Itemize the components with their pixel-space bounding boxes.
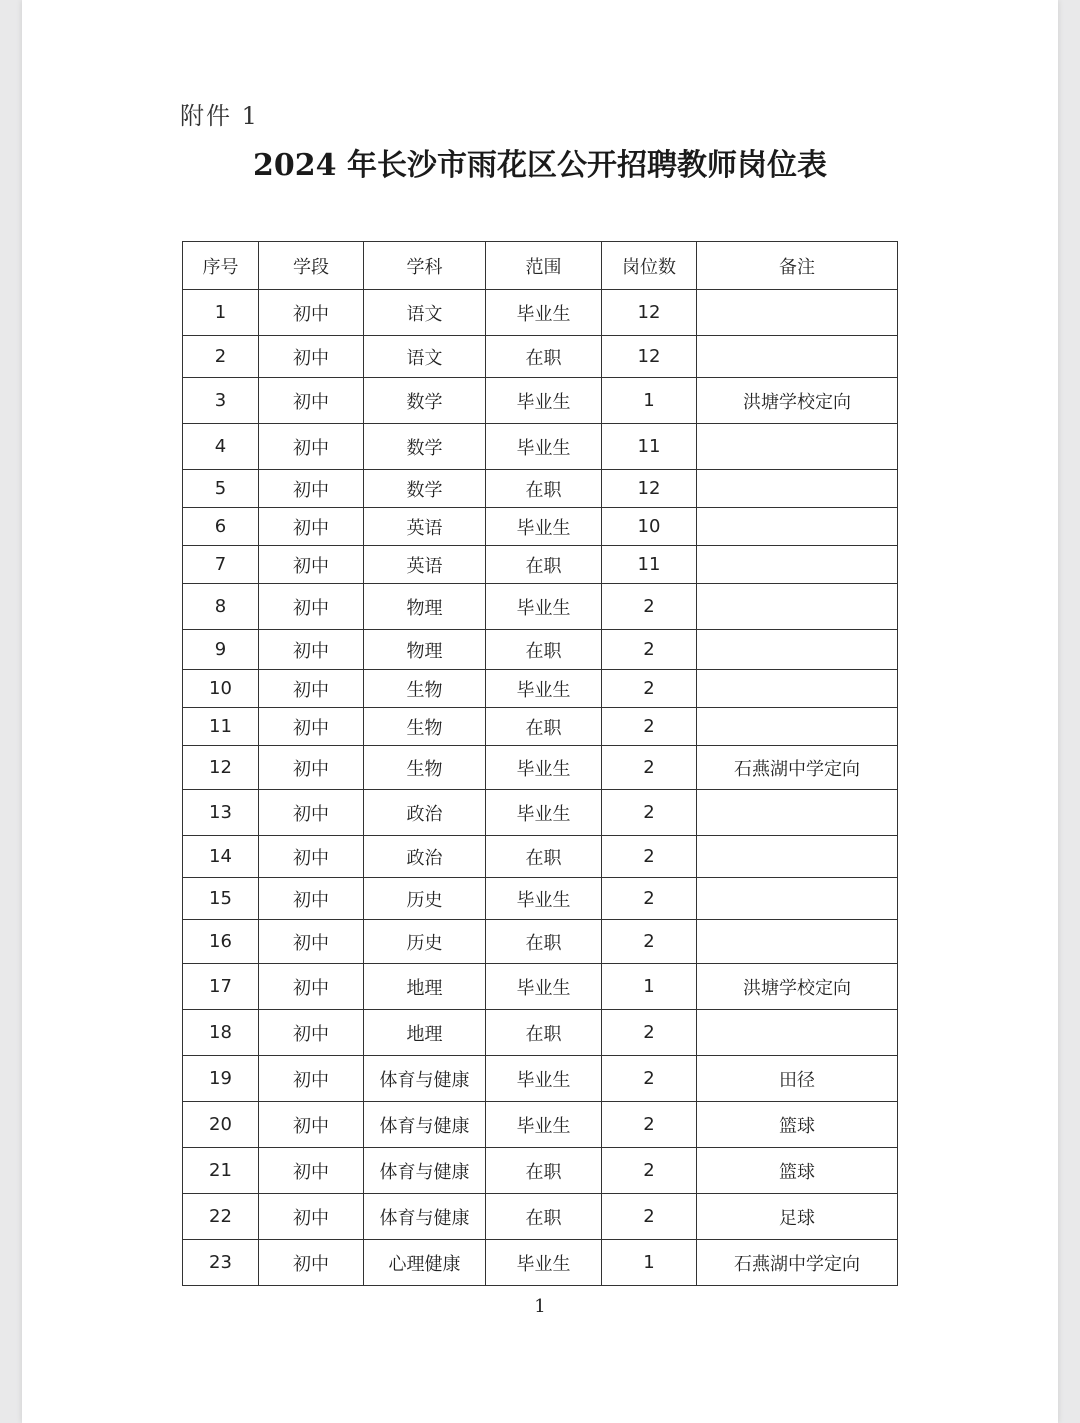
- cell-subject: 地理: [364, 1010, 486, 1056]
- cell-index: 2: [183, 336, 259, 378]
- cell-subject: 体育与健康: [364, 1148, 486, 1194]
- table-row: [183, 746, 898, 790]
- cell-remarks: [697, 790, 898, 836]
- cell-index: 20: [183, 1102, 259, 1148]
- cell-index: 5: [183, 470, 259, 508]
- cell-index: 19: [183, 1056, 259, 1102]
- cell-index: 16: [183, 920, 259, 964]
- header-position-count: 岗位数: [602, 242, 697, 290]
- cell-remarks: 洪塘学校定向: [697, 964, 898, 1010]
- cell-subject: 体育与健康: [364, 1194, 486, 1240]
- cell-subject: 语文: [364, 336, 486, 378]
- table-row: [183, 878, 898, 920]
- cell-remarks: 足球: [697, 1194, 898, 1240]
- table-row: [183, 424, 898, 470]
- cell-subject: 数学: [364, 470, 486, 508]
- cell-remarks: [697, 546, 898, 584]
- cell-remarks: 篮球: [697, 1148, 898, 1194]
- cell-scope: 在职: [486, 470, 602, 508]
- cell-school-stage: 初中: [259, 508, 364, 546]
- cell-scope: 毕业生: [486, 508, 602, 546]
- cell-subject: 体育与健康: [364, 1102, 486, 1148]
- cell-position-count: 12: [602, 290, 697, 336]
- cell-index: 14: [183, 836, 259, 878]
- cell-school-stage: 初中: [259, 1194, 364, 1240]
- table-row: [183, 336, 898, 378]
- cell-scope: 在职: [486, 920, 602, 964]
- cell-school-stage: 初中: [259, 878, 364, 920]
- cell-index: 18: [183, 1010, 259, 1056]
- cell-remarks: 篮球: [697, 1102, 898, 1148]
- cell-school-stage: 初中: [259, 920, 364, 964]
- cell-scope: 毕业生: [486, 378, 602, 424]
- table-body: [183, 290, 898, 1286]
- cell-index: 4: [183, 424, 259, 470]
- cell-remarks: [697, 878, 898, 920]
- cell-scope: 在职: [486, 1148, 602, 1194]
- cell-subject: 地理: [364, 964, 486, 1010]
- cell-scope: 毕业生: [486, 746, 602, 790]
- cell-subject: 物理: [364, 584, 486, 630]
- cell-remarks: 洪塘学校定向: [697, 378, 898, 424]
- cell-index: 17: [183, 964, 259, 1010]
- cell-position-count: 2: [602, 746, 697, 790]
- cell-subject: 政治: [364, 836, 486, 878]
- header-subject: 学科: [364, 242, 486, 290]
- cell-school-stage: 初中: [259, 670, 364, 708]
- cell-position-count: 2: [602, 630, 697, 670]
- cell-remarks: [697, 508, 898, 546]
- header-index: 序号: [183, 242, 259, 290]
- cell-index: 21: [183, 1148, 259, 1194]
- cell-remarks: [697, 836, 898, 878]
- cell-school-stage: 初中: [259, 790, 364, 836]
- cell-subject: 政治: [364, 790, 486, 836]
- cell-school-stage: 初中: [259, 290, 364, 336]
- cell-scope: 毕业生: [486, 878, 602, 920]
- table-row: [183, 670, 898, 708]
- cell-scope: 在职: [486, 1194, 602, 1240]
- cell-school-stage: 初中: [259, 1102, 364, 1148]
- table-row: [183, 1102, 898, 1148]
- cell-index: 22: [183, 1194, 259, 1240]
- cell-index: 9: [183, 630, 259, 670]
- cell-subject: 历史: [364, 878, 486, 920]
- cell-scope: 毕业生: [486, 964, 602, 1010]
- table-row: [183, 836, 898, 878]
- cell-remarks: [697, 584, 898, 630]
- cell-position-count: 1: [602, 964, 697, 1010]
- cell-index: 12: [183, 746, 259, 790]
- cell-position-count: 2: [602, 1194, 697, 1240]
- table-row: [183, 508, 898, 546]
- table-row: [183, 1010, 898, 1056]
- table-row: [183, 470, 898, 508]
- cell-school-stage: 初中: [259, 746, 364, 790]
- cell-position-count: 2: [602, 584, 697, 630]
- cell-school-stage: 初中: [259, 630, 364, 670]
- cell-scope: 在职: [486, 836, 602, 878]
- cell-index: 6: [183, 508, 259, 546]
- attachment-label: 附件 1: [180, 102, 259, 130]
- header-school-stage: 学段: [259, 242, 364, 290]
- cell-subject: 数学: [364, 378, 486, 424]
- cell-subject: 生物: [364, 670, 486, 708]
- cell-subject: 心理健康: [364, 1240, 486, 1286]
- cell-position-count: 12: [602, 336, 697, 378]
- cell-school-stage: 初中: [259, 964, 364, 1010]
- cell-school-stage: 初中: [259, 708, 364, 746]
- table-row: [183, 1240, 898, 1286]
- cell-index: 8: [183, 584, 259, 630]
- cell-position-count: 2: [602, 1010, 697, 1056]
- table-row: [183, 378, 898, 424]
- cell-subject: 历史: [364, 920, 486, 964]
- cell-school-stage: 初中: [259, 546, 364, 584]
- cell-subject: 生物: [364, 746, 486, 790]
- cell-scope: 在职: [486, 1010, 602, 1056]
- cell-index: 11: [183, 708, 259, 746]
- cell-school-stage: 初中: [259, 378, 364, 424]
- cell-scope: 毕业生: [486, 584, 602, 630]
- cell-remarks: [697, 670, 898, 708]
- cell-position-count: 1: [602, 1240, 697, 1286]
- table-row: [183, 630, 898, 670]
- table-row: [183, 584, 898, 630]
- cell-position-count: 2: [602, 1056, 697, 1102]
- cell-index: 3: [183, 378, 259, 424]
- table-header-row: [183, 242, 898, 290]
- cell-position-count: 1: [602, 378, 697, 424]
- cell-school-stage: 初中: [259, 584, 364, 630]
- cell-school-stage: 初中: [259, 1056, 364, 1102]
- cell-scope: 毕业生: [486, 670, 602, 708]
- cell-position-count: 2: [602, 1148, 697, 1194]
- cell-remarks: 田径: [697, 1056, 898, 1102]
- cell-scope: 毕业生: [486, 1240, 602, 1286]
- cell-subject: 生物: [364, 708, 486, 746]
- cell-remarks: [697, 470, 898, 508]
- page-number: 1: [534, 1296, 546, 1317]
- table-row: [183, 1056, 898, 1102]
- table-row: [183, 1194, 898, 1240]
- cell-school-stage: 初中: [259, 470, 364, 508]
- cell-index: 1: [183, 290, 259, 336]
- cell-subject: 数学: [364, 424, 486, 470]
- cell-position-count: 2: [602, 920, 697, 964]
- table-row: [183, 790, 898, 836]
- cell-position-count: 11: [602, 424, 697, 470]
- header-remarks: 备注: [697, 242, 898, 290]
- cell-scope: 在职: [486, 546, 602, 584]
- table-row: [183, 964, 898, 1010]
- cell-position-count: 2: [602, 878, 697, 920]
- cell-remarks: [697, 920, 898, 964]
- cell-scope: 在职: [486, 336, 602, 378]
- cell-scope: 在职: [486, 708, 602, 746]
- cell-subject: 英语: [364, 508, 486, 546]
- cell-scope: 毕业生: [486, 424, 602, 470]
- cell-index: 15: [183, 878, 259, 920]
- cell-school-stage: 初中: [259, 336, 364, 378]
- cell-index: 10: [183, 670, 259, 708]
- cell-school-stage: 初中: [259, 1240, 364, 1286]
- header-scope: 范围: [486, 242, 602, 290]
- cell-scope: 毕业生: [486, 1102, 602, 1148]
- cell-subject: 语文: [364, 290, 486, 336]
- cell-remarks: [697, 290, 898, 336]
- cell-scope: 毕业生: [486, 1056, 602, 1102]
- cell-school-stage: 初中: [259, 1010, 364, 1056]
- cell-remarks: 石燕湖中学定向: [697, 1240, 898, 1286]
- cell-subject: 英语: [364, 546, 486, 584]
- cell-position-count: 2: [602, 836, 697, 878]
- cell-remarks: [697, 424, 898, 470]
- cell-position-count: 10: [602, 508, 697, 546]
- cell-school-stage: 初中: [259, 836, 364, 878]
- document-title: 2024 年长沙市雨花区公开招聘教师岗位表: [253, 148, 827, 183]
- cell-position-count: 2: [602, 708, 697, 746]
- cell-position-count: 2: [602, 670, 697, 708]
- table-row: [183, 546, 898, 584]
- cell-remarks: [697, 1010, 898, 1056]
- positions-table: [182, 241, 898, 1286]
- cell-remarks: [697, 336, 898, 378]
- cell-school-stage: 初中: [259, 424, 364, 470]
- cell-scope: 在职: [486, 630, 602, 670]
- cell-remarks: 石燕湖中学定向: [697, 746, 898, 790]
- cell-index: 23: [183, 1240, 259, 1286]
- cell-scope: 毕业生: [486, 790, 602, 836]
- cell-subject: 物理: [364, 630, 486, 670]
- cell-school-stage: 初中: [259, 1148, 364, 1194]
- cell-remarks: [697, 708, 898, 746]
- cell-position-count: 2: [602, 790, 697, 836]
- cell-scope: 毕业生: [486, 290, 602, 336]
- table-row: [183, 1148, 898, 1194]
- cell-remarks: [697, 630, 898, 670]
- cell-index: 7: [183, 546, 259, 584]
- table-row: [183, 290, 898, 336]
- cell-subject: 体育与健康: [364, 1056, 486, 1102]
- table-row: [183, 920, 898, 964]
- cell-position-count: 11: [602, 546, 697, 584]
- cell-position-count: 12: [602, 470, 697, 508]
- table-row: [183, 708, 898, 746]
- cell-position-count: 2: [602, 1102, 697, 1148]
- cell-index: 13: [183, 790, 259, 836]
- document-page: [22, 0, 1058, 1423]
